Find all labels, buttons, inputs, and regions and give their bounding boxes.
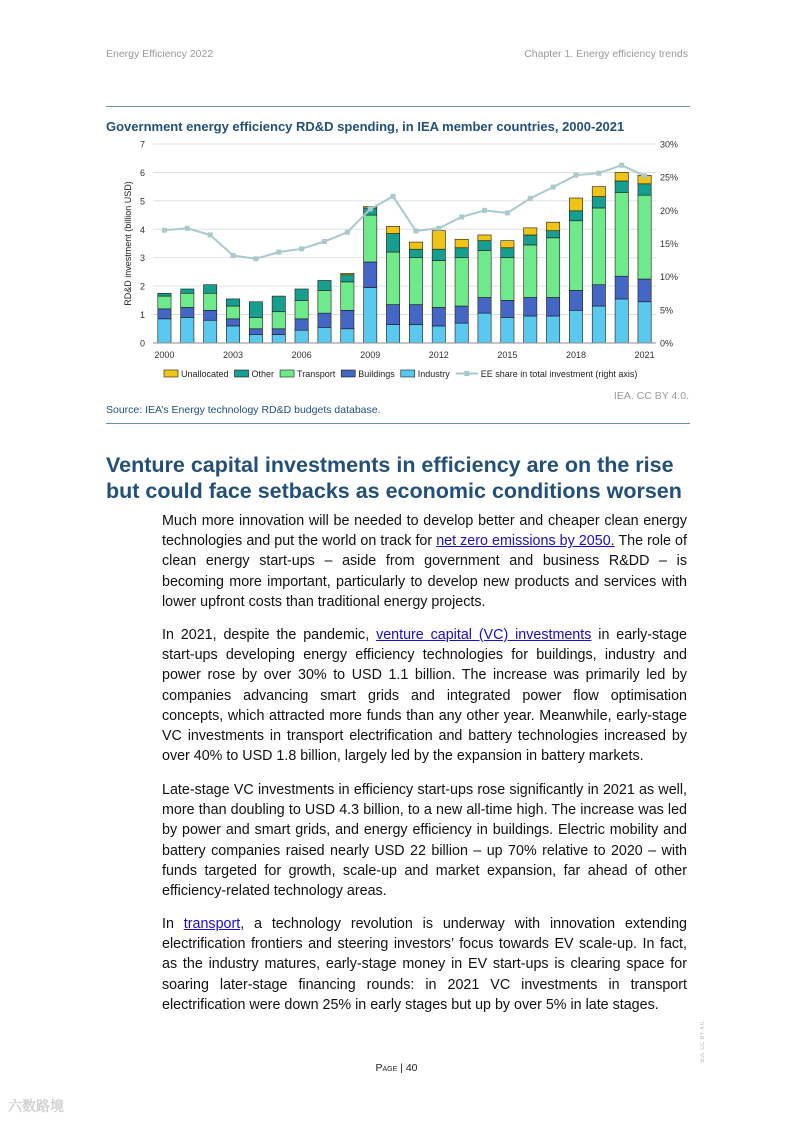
paragraph-text: The role of clean energy start-ups – aside from government and business R&DD – is becoming more important, particularly to develop new products and services with lower upfront costs than traditional energy projects. (162, 533, 687, 610)
ee-share-point-2003 (231, 253, 236, 258)
ee-share-point-2016 (528, 196, 533, 201)
paragraph-text: , a technology revolution is underway with innovation extending electrification frontiers and steering investors’ focus towards EV scale-up. In fact, as the industry matures, early-stage money in EV start-ups is clearing space for soaring later-stage financing rounds: in 2021 VC investments in transport electrification were down 25% in early stages but up by over 5% in late stages. (162, 916, 687, 1013)
paragraph-4 (162, 914, 687, 1015)
page-number: 40 (405, 1062, 418, 1074)
bar-other-2001 (181, 289, 194, 293)
bar-buildings-2009 (364, 262, 377, 288)
ee-share-point-2011 (413, 228, 418, 233)
y-tick-label: 0 (139, 338, 145, 349)
bar-buildings-2019 (592, 285, 605, 306)
bar-buildings-2015 (501, 300, 514, 317)
ee-share-point-2001 (185, 226, 190, 231)
bar-industry-2003 (226, 326, 239, 343)
bar-buildings-2021 (638, 279, 651, 302)
ee-share-point-2020 (619, 163, 624, 168)
ee-share-point-2019 (596, 171, 601, 176)
bar-industry-2020 (615, 299, 628, 343)
ee-share-point-2021 (642, 173, 647, 178)
ee-share-point-2012 (436, 226, 441, 231)
bar-transport-2013 (455, 258, 468, 306)
bar-industry-2008 (341, 329, 354, 343)
ee-share-point-2006 (299, 246, 304, 251)
bar-buildings-2001 (181, 307, 194, 317)
bar-transport-2011 (409, 258, 422, 305)
y2-tick-label: 20% (660, 205, 679, 216)
y-tick-label: 1 (139, 310, 145, 321)
bar-other-2004 (249, 302, 262, 318)
section-heading: Venture capital investments in efficiency are on the rise but could face setbacks as economic conditions worsen (106, 453, 682, 503)
transport-link[interactable]: transport (183, 916, 241, 932)
paragraph-text: in early-stage start-ups developing energy efficiency technologies for buildings, industry and power rose by over 30% to USD 1.1 billion. The increase was primarily led by companies advancing smart grids and integrated power flow optimisation concepts, which attracted more funds than any other year. Meanwhile, early-stage VC investments in transport electrification and battery technologies increased by over 40% to USD 1.8 billion, largely led by the expansion in battery markets. (162, 627, 688, 765)
ee-share-point-2014 (482, 208, 487, 213)
bar-transport-2016 (524, 245, 537, 298)
bar-other-2012 (432, 249, 445, 260)
bar-unallocated-2011 (409, 242, 422, 249)
bar-industry-2016 (524, 316, 537, 343)
bar-other-2019 (592, 197, 605, 208)
legend-label: Other (251, 369, 275, 379)
legend-label: Unallocated (181, 369, 229, 379)
bar-buildings-2010 (386, 305, 399, 325)
bar-buildings-2016 (524, 298, 537, 316)
bar-industry-2007 (318, 327, 331, 343)
ee-share-point-2000 (162, 228, 167, 233)
net-zero-link[interactable]: net zero emissions by 2050. (436, 533, 615, 550)
page-word: Page (375, 1062, 398, 1074)
x-tick-label: 2021 (634, 350, 655, 360)
bar-buildings-2017 (546, 298, 559, 316)
bar-other-2014 (478, 241, 491, 251)
bar-unallocated-2015 (501, 241, 514, 248)
bar-transport-2015 (501, 258, 514, 301)
paragraph-2 (162, 625, 687, 766)
ee-share-point-2010 (391, 194, 396, 199)
running-header-right: Chapter 1. Energy efficiency trends (524, 48, 688, 60)
bar-industry-2010 (386, 325, 399, 343)
y-axis-label: RD&D investment (billion USD) (123, 181, 133, 306)
legend-swatch-buildings (341, 370, 355, 377)
x-tick-label: 2000 (154, 350, 175, 360)
bar-transport-2005 (272, 312, 285, 329)
y2-tick-label: 15% (660, 239, 679, 249)
ee-share-point-2002 (208, 232, 213, 237)
bar-transport-2004 (249, 317, 262, 328)
bar-other-2005 (272, 296, 285, 312)
bar-buildings-2008 (341, 310, 354, 328)
bar-industry-2002 (204, 320, 217, 343)
running-header-left: Energy Efficiency 2022 (106, 48, 214, 60)
bar-transport-2010 (386, 252, 399, 305)
legend-label: Transport (297, 369, 336, 379)
bar-industry-2009 (364, 288, 377, 343)
paragraph-text: Much more innovation will be needed to develop better and cheaper clean energy technologies and put the world on track for (162, 513, 687, 550)
y2-tick-label: 0% (660, 338, 674, 349)
bar-unallocated-2019 (592, 187, 605, 197)
bar-industry-2000 (158, 319, 171, 343)
ee-share-point-2013 (459, 214, 464, 219)
bar-transport-2021 (638, 195, 651, 279)
bar-industry-2019 (592, 306, 605, 343)
paragraph-1 (162, 511, 687, 612)
legend-swatch-transport (280, 370, 294, 377)
bar-other-2016 (524, 235, 537, 245)
bar-unallocated-2020 (615, 172, 628, 181)
bar-buildings-2006 (295, 319, 308, 330)
page-footer: Page | 40 (375, 1062, 418, 1074)
y-tick-label: 3 (139, 253, 145, 264)
bar-industry-2001 (181, 317, 194, 343)
bar-industry-2011 (409, 325, 422, 343)
bar-industry-2015 (501, 317, 514, 343)
bar-other-2020 (615, 181, 628, 192)
ee-share-point-2005 (276, 250, 281, 255)
bar-industry-2012 (432, 326, 445, 343)
bar-industry-2006 (295, 330, 308, 343)
x-tick-label: 2018 (565, 350, 586, 360)
bar-other-2010 (386, 234, 399, 252)
bar-other-2008 (341, 275, 354, 282)
figure-top-rule (106, 106, 690, 107)
bar-other-2007 (318, 280, 331, 290)
bar-other-2013 (455, 248, 468, 258)
figure-bottom-rule (106, 423, 690, 424)
bar-other-2002 (204, 285, 217, 294)
bar-buildings-2012 (432, 307, 445, 325)
bar-buildings-2014 (478, 298, 491, 314)
x-tick-label: 2012 (428, 350, 449, 360)
y-tick-label: 2 (139, 281, 145, 292)
watermark: 六数路境 (8, 1098, 64, 1114)
bar-transport-2017 (546, 238, 559, 298)
bar-transport-2009 (364, 215, 377, 262)
bar-industry-2017 (546, 316, 559, 343)
bar-transport-2007 (318, 290, 331, 313)
y2-tick-label: 25% (660, 172, 679, 183)
bar-other-2000 (158, 293, 171, 296)
bar-buildings-2005 (272, 329, 285, 335)
y-tick-label: 7 (139, 139, 145, 150)
bar-transport-2018 (569, 221, 582, 291)
bar-unallocated-2012 (432, 231, 445, 249)
chart-title: Government energy efficiency RD&D spending, in IEA member countries, 2000-2021 (106, 119, 625, 134)
bar-buildings-2011 (409, 305, 422, 325)
ee-share-point-2009 (368, 207, 373, 212)
legend-label: Buildings (358, 369, 395, 379)
bar-industry-2018 (569, 310, 582, 343)
bar-other-2018 (569, 211, 582, 221)
bar-transport-2008 (341, 282, 354, 310)
bar-buildings-2020 (615, 276, 628, 299)
bar-transport-2020 (615, 192, 628, 276)
bar-transport-2003 (226, 306, 239, 319)
bar-unallocated-2016 (524, 228, 537, 235)
bar-unallocated-2010 (386, 226, 399, 233)
vc-investments-link[interactable]: venture capital (VC) investments (376, 627, 592, 643)
bar-industry-2021 (638, 302, 651, 343)
bar-transport-2019 (592, 208, 605, 285)
bar-transport-2012 (432, 261, 445, 308)
y-tick-label: 4 (139, 224, 145, 235)
bar-other-2015 (501, 248, 514, 258)
legend-swatch-unallocated (164, 370, 178, 377)
y2-tick-label: 30% (660, 139, 679, 150)
bar-other-2011 (409, 249, 422, 258)
legend-label: EE share in total investment (right axis) (480, 369, 638, 379)
ee-share-point-2015 (505, 210, 510, 215)
ee-share-point-2018 (573, 173, 578, 178)
y2-tick-label: 5% (660, 305, 674, 316)
paragraph-text: In 2021, despite the pandemic, (162, 627, 377, 643)
bar-unallocated-2017 (546, 222, 559, 231)
bar-industry-2014 (478, 313, 491, 343)
legend-marker-ee-share (464, 371, 469, 376)
bar-transport-2006 (295, 300, 308, 318)
bar-other-2006 (295, 289, 308, 300)
bar-buildings-2004 (249, 329, 262, 335)
bar-buildings-2018 (569, 290, 582, 310)
bar-transport-2014 (478, 251, 491, 298)
bar-transport-2000 (158, 296, 171, 309)
bar-buildings-2003 (226, 319, 239, 326)
bar-other-2003 (226, 299, 239, 306)
side-caption: IEA. CC BY 4.0. (700, 1020, 706, 1063)
legend-swatch-industry (401, 370, 415, 377)
legend-swatch-other (235, 370, 249, 377)
bar-buildings-2002 (204, 310, 217, 320)
chart (106, 134, 690, 386)
bar-industry-2005 (272, 334, 285, 343)
x-tick-label: 2015 (497, 350, 518, 360)
bar-transport-2001 (181, 293, 194, 307)
bar-buildings-2007 (318, 313, 331, 327)
legend-label: Industry (417, 369, 450, 379)
bar-unallocated-2014 (478, 235, 491, 241)
y-tick-label: 6 (139, 167, 145, 178)
bar-industry-2013 (455, 323, 468, 343)
paragraph-3: Late-stage VC investments in efficiency start-ups rose significantly in 2021 as well, more than doubling to USD 4.3 billion, to a new all-time high. The increase was led by power and smart grids, and energy efficiency in buildings. Electric mobility and battery companies raised nearly USD 22 billion – up 70% relative to 2020 – with funds targeted for growth, scale-up and market expansion, far ahead of other efficiency-related technology areas. (162, 782, 687, 900)
bar-transport-2002 (204, 293, 217, 310)
bar-buildings-2013 (455, 306, 468, 323)
x-tick-label: 2009 (360, 350, 381, 360)
bar-unallocated-2018 (569, 198, 582, 211)
x-tick-label: 2003 (223, 350, 244, 360)
x-tick-label: 2006 (291, 350, 312, 360)
ee-share-point-2007 (322, 239, 327, 244)
ee-share-point-2004 (253, 256, 258, 261)
bar-buildings-2000 (158, 309, 171, 319)
paragraph-text: In (162, 916, 184, 932)
bar-other-2021 (638, 184, 651, 195)
ee-share-point-2017 (551, 185, 556, 190)
figure-source: Source: IEA’s Energy technology RD&D budgets database. (106, 404, 381, 416)
figure-credit: IEA. CC BY 4.0. (613, 390, 689, 402)
y-tick-label: 5 (139, 196, 145, 207)
y2-tick-label: 10% (660, 272, 679, 283)
bar-unallocated-2013 (455, 239, 468, 248)
bar-other-2017 (546, 231, 559, 238)
ee-share-point-2008 (345, 230, 350, 235)
bar-unallocated-2008 (341, 273, 354, 274)
bar-industry-2004 (249, 334, 262, 343)
